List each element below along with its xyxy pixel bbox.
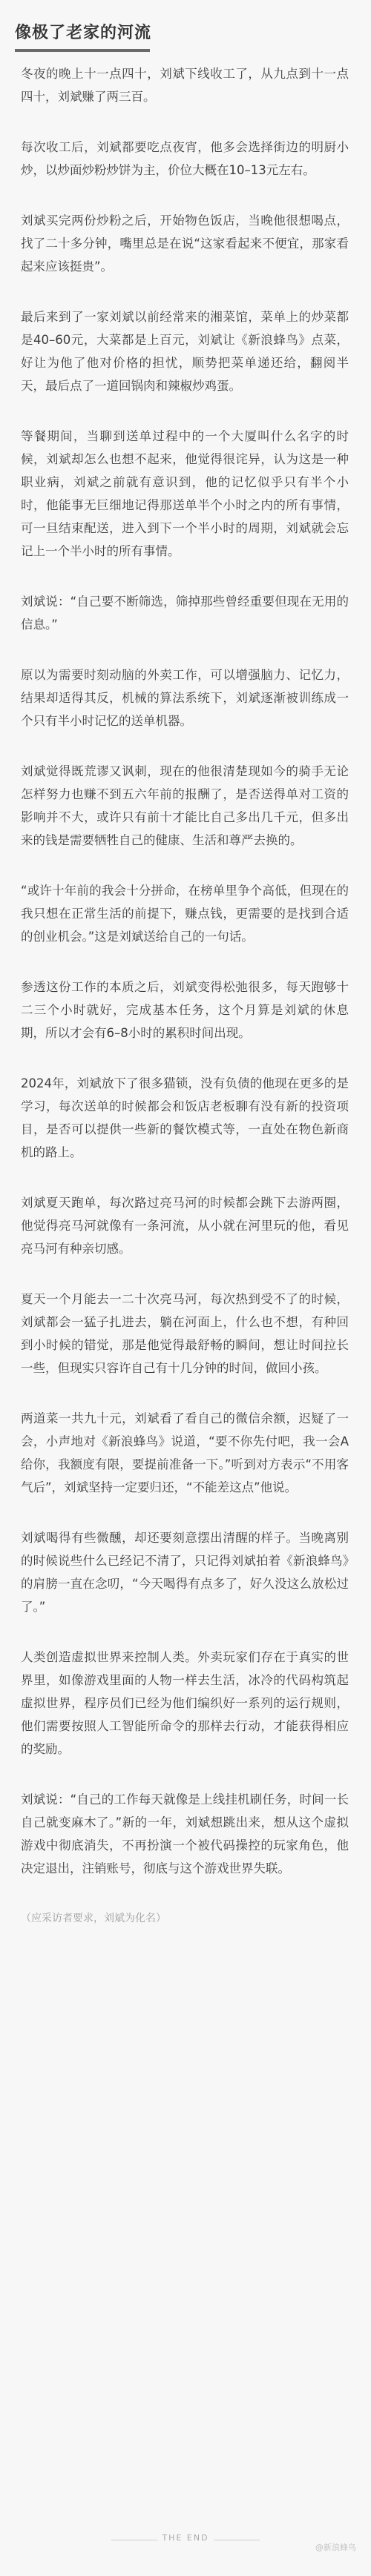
article-paragraph: 每次收工后，刘斌都要吃点夜宵，他多会选择街边的明厨小炒，以炒面炒粉炒饼为主，价位大概在10–13元左右。 bbox=[21, 140, 349, 177]
article-paragraph: “或许十年前的我会十分拼命，在榜单里争个高低，但现在的我只想在正常生活的前提下，赚点钱，更需要的是找到合适的创业机会。”这是刘斌送给自己的一句话。 bbox=[21, 884, 349, 944]
title-underline bbox=[15, 49, 150, 52]
article-paragraph: 等餐期间，当聊到送单过程中的一个大厦叫什么名字的时候，刘斌却怎么也想不起来，他觉得很诧异，认为这是一种职业病，刘斌之前就有意识到，他的记忆似乎只有半个小时，他能事无巨细地记得那送单半个小时之内的所有事情，可一旦结束配送，进入到下一个半小时的周期，刘斌就会忘记上一个半小时的所有事情。 bbox=[21, 429, 349, 558]
article-paragraph: 夏天一个月能去一二十次亮马河，每次热到受不了的时候，刘斌都会一猛子扎进去，躺在河面上，什么也不想，有种回到小时候的错觉，那是他觉得最舒畅的瞬间，想让时间拉长一些，但现实只容许自己有十几分钟的时间，做回小孩。 bbox=[21, 1292, 349, 1375]
article-body bbox=[21, 62, 349, 1930]
article-paragraph: 2024年，刘斌放下了很多猫锁，没有负债的他现在更多的是学习，每次送单的时候都会和饭店老板聊有没有新的投资项目，是否可以提供一些新的餐饮模式等，一直处在物色新商机的路上。 bbox=[21, 1076, 349, 1159]
article-paragraph: 冬夜的晚上十一点四十，刘斌下线收工了，从九点到十一点四十，刘斌赚了两三百。 bbox=[21, 67, 349, 104]
article-paragraph: 人类创造虚拟世界来控制人类。外卖玩家们存在于真实的世界里，如像游戏里面的人物一样去生活，冰冷的代码构筑起虚拟世界，程序员们已经为他们编织好一系列的运行规则，他们需要按照人工智能所命令的那样去行动，才能获得相应的奖励。 bbox=[21, 1650, 349, 1756]
article-paragraph: 刘斌说：“自己要不断筛选，筛掉那些曾经重要但现在无用的信息。” bbox=[21, 595, 349, 632]
article-paragraph: 刘斌喝得有些微醺，却还要刻意摆出清醒的样子。当晚离别的时候说些什么已经记不清了，只记得刘斌拍着《新浪蜂鸟》的肩膀一直在念叨，“今天喝得有点多了，好久没这么放松过了。” bbox=[21, 1531, 349, 1614]
article-paragraph: 刘斌夏天跑单，每次路过亮马河的时候都会跳下去游两圈，他觉得亮马河就像有一条河流，从小就在河里玩的他，看见亮马河有种亲切感。 bbox=[21, 1196, 349, 1256]
author-note: （应采访者要求，刘斌为化名） bbox=[21, 1913, 166, 1924]
article-title: 像极了老家的河流 bbox=[15, 24, 152, 42]
article-paragraph: 最后来到了一家刘斌以前经常来的湘菜馆，菜单上的炒菜都是40–60元，大菜都是上百元，刘斌让《新浪蜂鸟》点菜，好让为他了他对价格的担忧，顺势把菜单递还给，翻阅半天，最后点了一道回锅肉和辣椒炒鸡蛋。 bbox=[21, 310, 349, 393]
article-paragraph: 参透这份工作的本质之后，刘斌变得松弛很多，每天跑够十二三个小时就好，完成基本任务，这个月算是刘斌的休息期，所以才会有6–8小时的累积时间出现。 bbox=[21, 980, 349, 1040]
end-mark: THE END bbox=[162, 2533, 209, 2543]
watermark: @新浪蜂鸟 bbox=[315, 2543, 356, 2552]
title-block bbox=[15, 22, 151, 52]
article-paragraph: 两道菜一共九十元，刘斌看了看自己的微信余额，迟疑了一会，小声地对《新浪蜂鸟》说道，“要不你先付吧，我一会A给你，我额度有限，要提前准备一下。”听到对方表示“不用客气后”，刘斌坚持一定要归还，“不能差这点”他说。 bbox=[21, 1411, 349, 1494]
article-paragraph: 刘斌觉得既荒谬又讽刺，现在的他很清楚现如今的骑手无论怎样努力也赚不到五六年前的报酬了，是否送得单对工资的影响并不大，或许只有前十才能比自己多出几千元，但多出来的钱是需要牺牲自己的健康、生活和尊严去换的。 bbox=[21, 764, 349, 847]
article-footer bbox=[0, 2526, 371, 2556]
article-paragraph: 原以为需要时刻动脑的外卖工作，可以增强脑力、记忆力，结果却适得其反，机械的算法系统下，刘斌逐渐被训练成一个只有半小时记忆的送单机器。 bbox=[21, 668, 349, 728]
article-paragraph: 刘斌说：“自己的工作每天就像是上线挂机刷任务，时间一长自己就变麻木了。”新的一年，刘斌想跳出来，想从这个虚拟游戏中彻底消失，不再扮演一个被代码操控的玩家角色，他决定退出，注销账号，彻底与这个游戏世界失联。 bbox=[21, 1792, 349, 1875]
article-paragraph: 刘斌买完两份炒粉之后，开始物色饭店，当晚他很想喝点，找了二十多分钟，嘴里总是在说“这家看起来不便宜，那家看起来应该挺贵”。 bbox=[21, 213, 349, 274]
